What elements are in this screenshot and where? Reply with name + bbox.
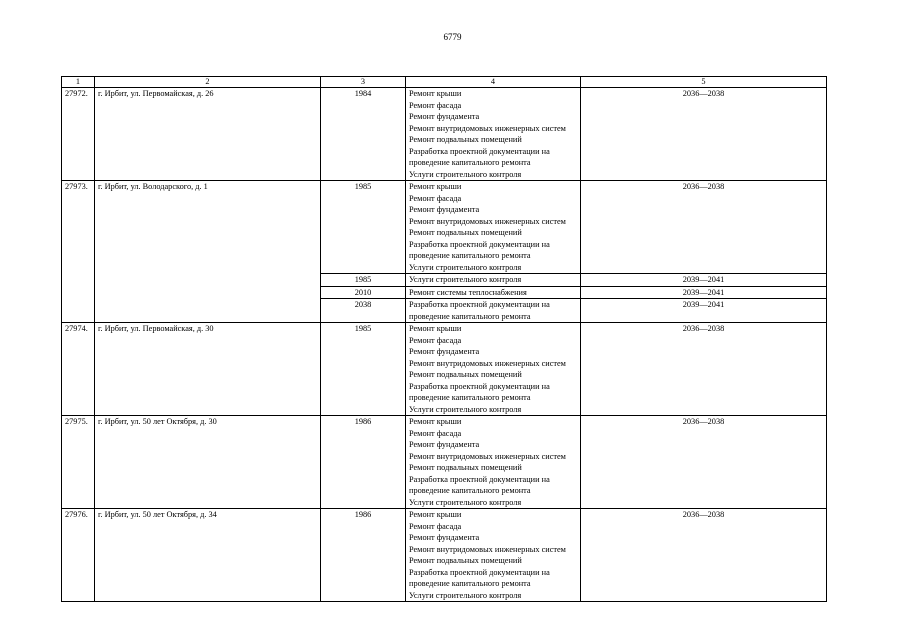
work-item: Услуги строительного контроля [409,497,522,507]
address-cell: г. Ирбит, ул. 50 лет Октября, д. 34 [95,509,321,602]
period-cell: 2036—2038 [581,509,827,602]
period-cell: 2036—2038 [581,416,827,509]
period-cell: 2036—2038 [581,88,827,181]
work-item: Ремонт подвальных помещений [409,228,522,237]
year-cell: 1984 [321,88,406,181]
work-item: Ремонт внутридомовых инженерных систем [409,358,566,368]
table-row [62,323,827,416]
work-item: Услуги строительного контроля [409,169,522,179]
work-item: Ремонт фасада [409,193,462,203]
work-item: Ремонт внутридомовых инженерных систем [409,216,566,226]
work-item: Ремонт крыши [409,417,462,426]
year-cell: 1985 [321,274,406,287]
works-cell [406,509,581,602]
work-item: Ремонт внутридомовых инженерных систем [409,544,566,554]
year-cell: 2010 [321,286,406,299]
work-item: Услуги строительного контроля [409,404,522,414]
column-number: 4 [406,77,581,88]
work-item: Ремонт фундамента [409,205,480,214]
row-number: 27972. [62,88,95,181]
table-row [62,181,827,274]
work-item: Ремонт подвальных помещений [409,370,522,379]
work-item: Ремонт фундамента [409,112,480,121]
works-cell [406,299,581,323]
work-item: Услуги строительного контроля [409,590,522,600]
works-cell [406,274,581,287]
work-item: проведение капитального ремонта [409,311,531,321]
work-item: Разработка проектной документации на [409,567,550,577]
column-number: 2 [95,77,321,88]
period-cell: 2036—2038 [581,323,827,416]
work-item: Ремонт фундамента [409,440,480,449]
work-item: Ремонт крыши [409,510,462,519]
period-cell: 2039—2041 [581,299,827,323]
work-item: проведение капитального ремонта [409,579,531,588]
work-item: Ремонт фасада [409,521,462,531]
address-cell: г. Ирбит, ул. 50 лет Октября, д. 30 [95,416,321,509]
work-item: Разработка проектной документации на [409,381,550,391]
year-cell: 1986 [321,509,406,602]
row-number: 27974. [62,323,95,416]
row-number: 27975. [62,416,95,509]
work-item: Ремонт фасада [409,100,462,110]
work-item: Ремонт крыши [409,182,462,191]
address-cell: г. Ирбит, ул. Первомайская, д. 26 [95,88,321,181]
work-item: Ремонт фундамента [409,347,480,356]
row-number: 27973. [62,181,95,323]
work-item: Ремонт подвальных помещений [409,463,522,472]
address-cell: г. Ирбит, ул. Первомайская, д. 30 [95,323,321,416]
table-row [62,416,827,509]
year-cell: 2038 [321,299,406,323]
works-cell [406,286,581,299]
period-cell: 2036—2038 [581,181,827,274]
work-item: Ремонт подвальных помещений [409,556,522,565]
period-cell: 2039—2041 [581,274,827,287]
works-cell [406,323,581,416]
work-item: Ремонт подвальных помещений [409,135,522,144]
work-item: Разработка проектной документации на [409,239,550,249]
work-item: Услуги строительного контроля [409,275,522,284]
work-item: Разработка проектной документации на [409,300,550,309]
page-number: 6779 [443,32,462,42]
work-item: проведение капитального ремонта [409,158,531,167]
work-item: Ремонт системы теплоснабжения [409,287,527,297]
table-row [62,509,827,602]
column-number-row [62,77,827,88]
column-number: 5 [581,77,827,88]
work-item: Разработка проектной документации на [409,474,550,484]
work-item: Ремонт фундамента [409,533,480,542]
work-item: Ремонт фасада [409,335,462,345]
work-item: Ремонт внутридомовых инженерных систем [409,123,566,133]
table-row [62,88,827,181]
work-item: Услуги строительного контроля [409,262,522,272]
table-body [62,77,827,602]
year-cell: 1986 [321,416,406,509]
work-item: проведение капитального ремонта [409,486,531,495]
works-cell [406,88,581,181]
work-item: Ремонт внутридомовых инженерных систем [409,451,566,461]
works-cell [406,416,581,509]
column-number: 3 [321,77,406,88]
address-cell: г. Ирбит, ул. Володарского, д. 1 [95,181,321,323]
row-number: 27976. [62,509,95,602]
works-cell [406,181,581,274]
year-cell: 1985 [321,323,406,416]
work-item: проведение капитального ремонта [409,251,531,260]
work-item: Разработка проектной документации на [409,146,550,156]
work-item: Ремонт фасада [409,428,462,438]
year-cell: 1985 [321,181,406,274]
period-cell: 2039—2041 [581,286,827,299]
repair-schedule-table [61,76,827,602]
work-item: проведение капитального ремонта [409,393,531,402]
work-item: Ремонт крыши [409,89,462,98]
work-item: Ремонт крыши [409,324,462,333]
column-number: 1 [62,77,95,88]
